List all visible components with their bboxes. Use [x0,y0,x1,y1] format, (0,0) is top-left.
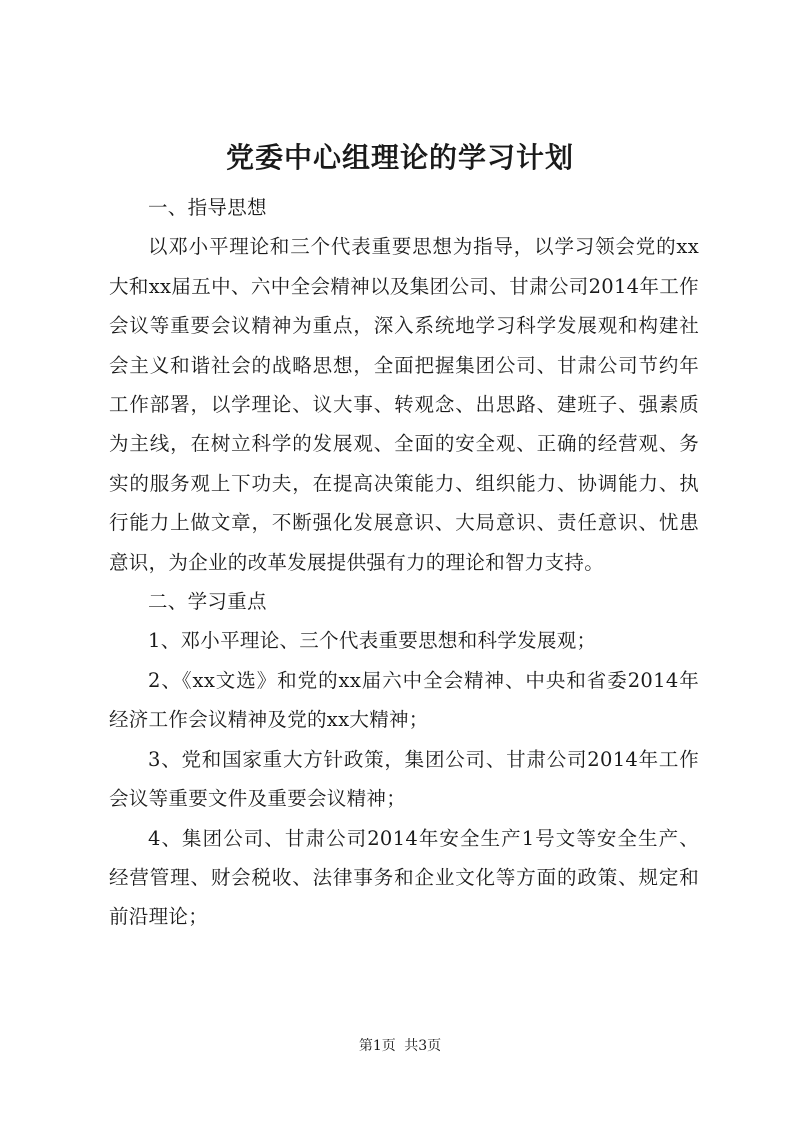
study-item: 3、党和国家重大方针政策，集团公司、甘肃公司2014年工作会议等重要文件及重要会议精神； [109,747,699,811]
section-heading-study-focus: 二、学习重点 [148,590,267,614]
study-item: 2、《xx文选》和党的xx届六中全会精神、中央和省委2014年经济工作会议精神及党的xx大精神； [109,668,699,732]
guiding-thought-paragraph: 以邓小平理论和三个代表重要思想为指导，以学习领会党的xx大和xx届五中、六中全会精神以及集团公司、甘肃公司2014年工作会议等重要会议精神为重点，深入系统地学习科学发展观和构建社会主义和谐社会的战略思想，全面把握集团公司、甘肃公司节约年工作部署，以学理论、议大事、转观念、出思路、建班子、强素质为主线，在树立科学的发展观、全面的安全观、正确的经营观、务实的服务观上下功夫，在提高决策能力、组织能力、协调能力、执行能力上做文章，不断强化发展意识、大局意识、责任意识、忧患意识，为企业的改革发展提供强有力的理论和智力支持。 [109,235,699,574]
page-number-footer: 第1页 共3页 [358,1038,442,1054]
study-item: 1、邓小平理论、三个代表重要思想和科学发展观； [148,629,597,653]
document-body [109,188,699,937]
study-item: 4、集团公司、甘肃公司2014年安全生产1号文等安全生产、经营管理、财会税收、法律事务和企业文化等方面的政策、规定和前沿理论； [109,826,699,929]
document-title: 党委中心组理论的学习计划 [225,141,574,174]
section-heading-guiding-thought: 一、指导思想 [148,196,267,219]
